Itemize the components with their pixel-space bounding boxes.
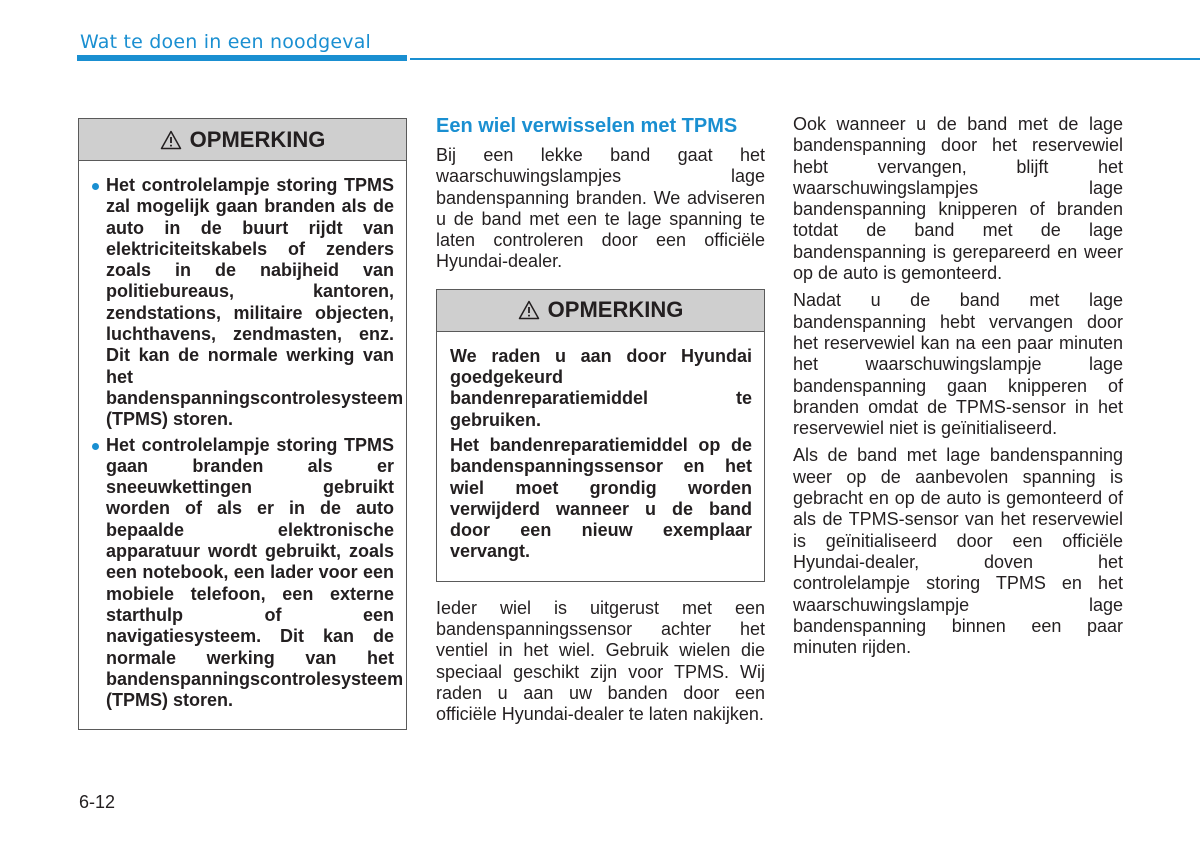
middle-intro-paragraph: Bij een lekke band gaat het waarschuwingslampjes lage bandenspanning branden. We adviseren u de band met een te lage spanning te laten controleren door een officiële Hyundai-dealer. <box>436 145 765 272</box>
left-column <box>78 118 407 730</box>
middle-outro-paragraph: Ieder wiel is uitgerust met een bandenspanningssensor achter het ventiel in het wiel. Gebruik wielen die speciaal geschikt zijn voor TPMS. Wij raden u aan uw banden door een officiële Hyundai-dealer te laten nakijken. <box>436 597 765 725</box>
middle-column <box>436 116 765 732</box>
middle-note-box <box>436 289 765 582</box>
left-note-body <box>79 161 406 729</box>
middle-note-body <box>437 332 764 581</box>
middle-note-paragraph: We raden u aan door Hyundai goedgekeurd bandenreparatiemiddel te gebruiken. <box>450 345 752 430</box>
warning-triangle-icon <box>518 300 540 320</box>
middle-note-header <box>437 290 764 332</box>
page-number: 6-12 <box>79 792 116 812</box>
left-note-bullets <box>92 175 404 711</box>
warning-triangle-icon <box>160 130 182 150</box>
middle-note-title: OPMERKING <box>547 297 684 323</box>
left-note-header <box>79 119 406 161</box>
right-paragraph: Nadat u de band met lage bandenspanning hebt vervangen door het reservewiel kan na een paar minuten het waarschuwingslampje lage bandenspanning gaan knipperen of branden omdat de TPMS-sensor in het reservewiel niet is geïnitialiseerd. <box>793 290 1123 439</box>
right-paragraph: Ook wanneer u de band met de lage bandenspanning door het reservewiel hebt vervangen, blijft het waarschuwingslampjes lage bandenspanning knipperen of branden totdat de band met de lage bandenspanning is gerepareerd en weer op de auto is gemonteerd. <box>793 114 1123 284</box>
header-rule-thick <box>77 55 407 61</box>
right-column <box>793 114 1123 664</box>
chapter-title: Wat te doen in een noodgeval <box>80 31 372 53</box>
right-paragraph: Als de band met lage bandenspanning weer op de aanbevolen spanning is gebracht en op de auto is gemonteerd of als de TPMS-sensor van het reservewiel is geïnitialiseerd door een officiële Hyundai-dealer, doven het controlelampje storing TPMS en het waarschuwingslampje lage bandenspanning binnen een paar minuten rijden. <box>793 445 1123 658</box>
header-rule-thin <box>410 58 1200 60</box>
section-heading: Een wiel verwisselen met TPMS <box>436 115 738 137</box>
left-note-bullet: Het controlelampje storing TPMS zal mogelijk gaan branden als de auto in de buurt rijdt van elektriciteitskabels of zenders zoals in de nabijheid van politiebureaus, kantoren, zendstations, militaire objecten, luchthavens, zendmasten, enz. Dit kan de normale werking van het bandenspanningscontrolesysteem (TPMS) storen. <box>92 175 394 431</box>
left-note-title: OPMERKING <box>189 126 326 152</box>
middle-note-paragraph: Het bandenreparatiemiddel op de bandenspanningssensor en het wiel moet grondig worden verwijderd wanneer u de band door een nieuw exemplaar vervangt. <box>450 434 752 562</box>
left-note-bullet: Het controlelampje storing TPMS gaan branden als er sneeuwkettingen gebruikt worden of als er in de auto bepaalde elektronische apparatuur wordt gebruikt, zoals een notebook, een lader voor een mobiele telefoon, een externe starthulp of een navigatiesysteem. Dit kan de normale werking van het bandenspanningscontrolesysteem (TPMS) storen. <box>92 435 394 712</box>
left-note-box <box>78 118 407 730</box>
